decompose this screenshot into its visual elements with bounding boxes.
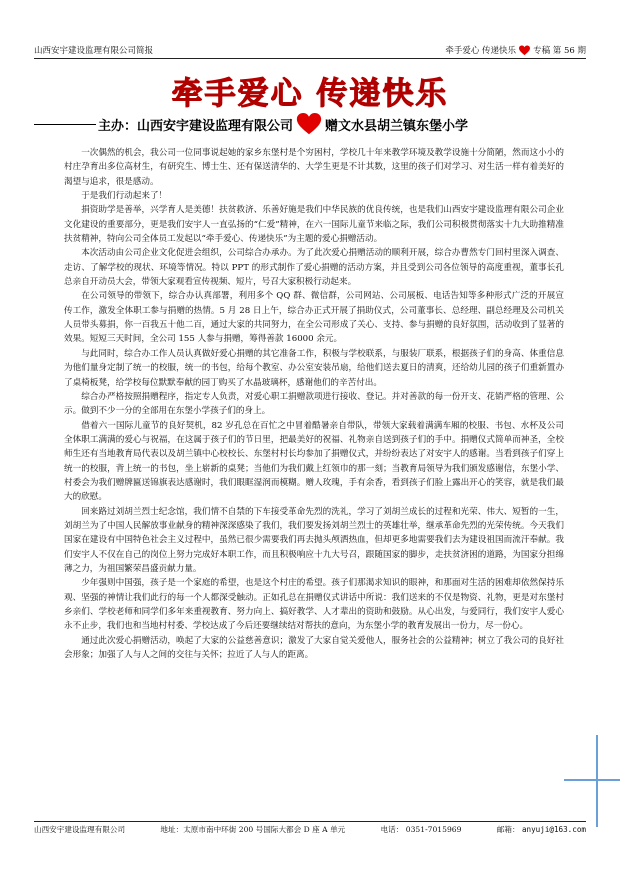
page-footer [34, 821, 586, 836]
footer-phone: 电话： 0351-7015969 [380, 824, 462, 834]
heart-icon [296, 113, 322, 135]
crosshair-vertical-line [596, 735, 598, 827]
footer-email-label: 邮箱： [496, 824, 520, 834]
subtitle-recipient: 赠文水县胡兰镇东堡小学 [325, 118, 469, 134]
subtitle-rule [34, 124, 96, 125]
page-header [34, 42, 586, 59]
header-right [445, 44, 586, 56]
paragraph: 一次偶然的机会，我公司一位同事说起她的家乡东堡村是个穷困村，学校几十年来教学环境及教学设施十分简陋，然而这小小的村庄孕育出多位高材生，有研究生、博士生、还有保送清华的、大学生更是不计其数，这里的孩子们对学习、对生活一样有着美好的渴望与追求，很是感动。 [64, 148, 564, 187]
subtitle [34, 113, 586, 135]
header-company: 山西安宇建设监理有限公司简报 [34, 46, 154, 56]
paragraph: 与此同时，综合办工作人员认真做好爱心捐赠的其它准备工作，积极与学校联系，与服装厂联系，根据孩子们的身高、体重信息为他们量身定制了统一的校服，统一的书包，给每个教室、办公室安装吊扇，给他们送去夏日的清爽，还给幼儿园的孩子们重新置办了桌椅板凳，给学校每位默默奉献的园丁购买了水晶玻璃杯，感谢他们的辛苦付出。 [64, 348, 564, 388]
paragraph: 捐资助学是善举，兴学育人是美德！扶贫救济、乐善好施是我们中华民族的优良传统，也是我们山西安宇建设监理有限公司企业文化建设的重要部分，更是我们安宇人一直弘扬的“仁爱”精神，在六一国际儿童节来临之际，我们公司积极贯彻落实十九大助推精准扶贫精神，特向公司全体员工发起以“牵手爱心、传递快乐”为主题的爱心捐赠活动。 [64, 205, 564, 245]
subtitle-host: 主办：山西安宇建设监理有限公司 [98, 118, 294, 134]
paragraph: 少年强则中国强，孩子是一个家庭的希望，也是这个村庄的希望。孩子们那渴求知识的眼神，和那面对生活的困难却依然保持乐观、坚强的神情让我们此行的每一个人都深受触动。正如孔总在捐赠仪式讲话中所说：我们送来的不仅是物资、礼物，更是对东堡村乡亲们、学校老师和同学们多年来重视教育、努力向上、搞好教学、人才辈出的资助和鼓励。从心出发，与爱同行，我们安宇人爱心永不止步，我们也和当地村村委、学校达成了今后还要继续结对帮扶的意向，为东堡小学的教育发展出一份力，尽一份心。 [64, 578, 564, 632]
paragraph: 借着六一国际儿童节的良好契机，82 岁孔总在百忙之中冒着酷暑亲自带队，带领大家载着满满车厢的校服、书包、水杯及公司全体职工满满的爱心与祝福，在这属于孩子们的节日里，把最美好的祝福、礼物亲自送到孩子们的手中。捐赠仪式简单而神圣，全校师生还有当地教育局代表以及胡兰镇中心校校长、东堡村村长均参加了捐赠仪式，并纷纷表达了对安宇人的感谢。当看到孩子们穿上统一的校服，背上统一的书包，坐上崭新的桌凳；当他们为我们戴上红领巾的那一刻；当教育局领导为我们颁发感谢信，东堡小学、村委会为我们赠牌匾送锦旗表达感谢时，我们眼眶湿润而模糊。赠人玫瑰，手有余香，看到孩子们脸上露出开心的笑容，就是我们最大的欣慰。 [64, 420, 564, 503]
heart-icon [519, 45, 530, 56]
paragraph: 综合办严格按照捐赠程序，指定专人负责，对爱心职工捐赠款项进行接收、登记。并对善款的每一份开支、花销严格的管理、公示。做到不少一分的全部用在东堡小学孩子们的身上。 [64, 391, 564, 417]
header-issue: 专稿 第 56 期 [533, 46, 586, 56]
footer-email-group [497, 824, 586, 835]
footer-company: 山西安宇建设监理有限公司 [34, 824, 126, 834]
crosshair-horizontal-line [564, 779, 620, 781]
paragraph: 回来路过刘胡兰烈士纪念馆，我们情不自禁的下车接受革命先烈的洗礼，学习了刘胡兰成长的过程和光荣、伟大、短暂的一生，刘胡兰为了中国人民解放事业献身的精神深深感染了我们，我们要发扬刘胡兰烈士的英雄壮举，继承革命先烈的光荣传统。今天我们国家在建设有中国特色社会主义过程中，虽然已很少需要我们再去抛头颅洒热血，但却更多地需要我们去为建设祖国而流汗奉献。我们安宇人不仅在自己的岗位上努力完成好本职工作，而且积极响应十九大号召，跟随国家的脚步，走扶贫济困的道路，为国家分担绵薄之力，为祖国繁荣昌盛贡献力量。 [64, 506, 564, 574]
paragraph: 于是我们行动起来了！ [81, 191, 168, 202]
footer-email: anyuji@163.com [521, 824, 586, 834]
paragraph: 通过此次爱心捐赠活动，唤起了大家的公益慈善意识；激发了大家自觉关爱他人，服务社会的公益精神；树立了我公司的良好社会形象；加强了人与人之间的交往与关怀；拉近了人与人的距离。 [64, 635, 564, 661]
header-slogan: 牵手爱心 传递快乐 [445, 46, 517, 56]
paragraph: 本次活动由公司企业文化促进会组织，公司综合办承办。为了此次爱心捐赠活动的顺利开展，综合办曹然专门回村里深入调查、走访、了解学校的现状、环境等情况。特以 PPT 的形式制作了爱心捐赠的活动方案，并且受到公司各位领导的高度重视，董事长孔总亲自开动员大会，带领大家观看宣传视频、短片，号召大家积极行动起来。 [64, 248, 564, 288]
footer-address: 地址：太原市南中环街 200 号国际大都会 D 座 A 单元 [160, 824, 346, 834]
paragraph: 在公司领导的带领下，综合办认真部署，利用多个 QQ 群、微信群，公司网站、公司展板、电话告知等多种形式广泛的开展宣传工作，激发全体职工参与捐赠的热情。5 月 28 日上午，综合办正式开展了捐助仪式，公司董事长、总经理、副总经理及公司机关人员带头募捐，你一百我五十他二百，通过大家的共同努力，在全公司形成了关心、支持、参与捐赠的良好氛围，活动收到了显著的效果。短短三天时间，全公司 155 人参与捐赠，筹得善款 16000 余元。 [64, 291, 564, 345]
page-title: 牵手爱心 传递快乐 [171, 76, 449, 112]
article-body [64, 146, 564, 662]
